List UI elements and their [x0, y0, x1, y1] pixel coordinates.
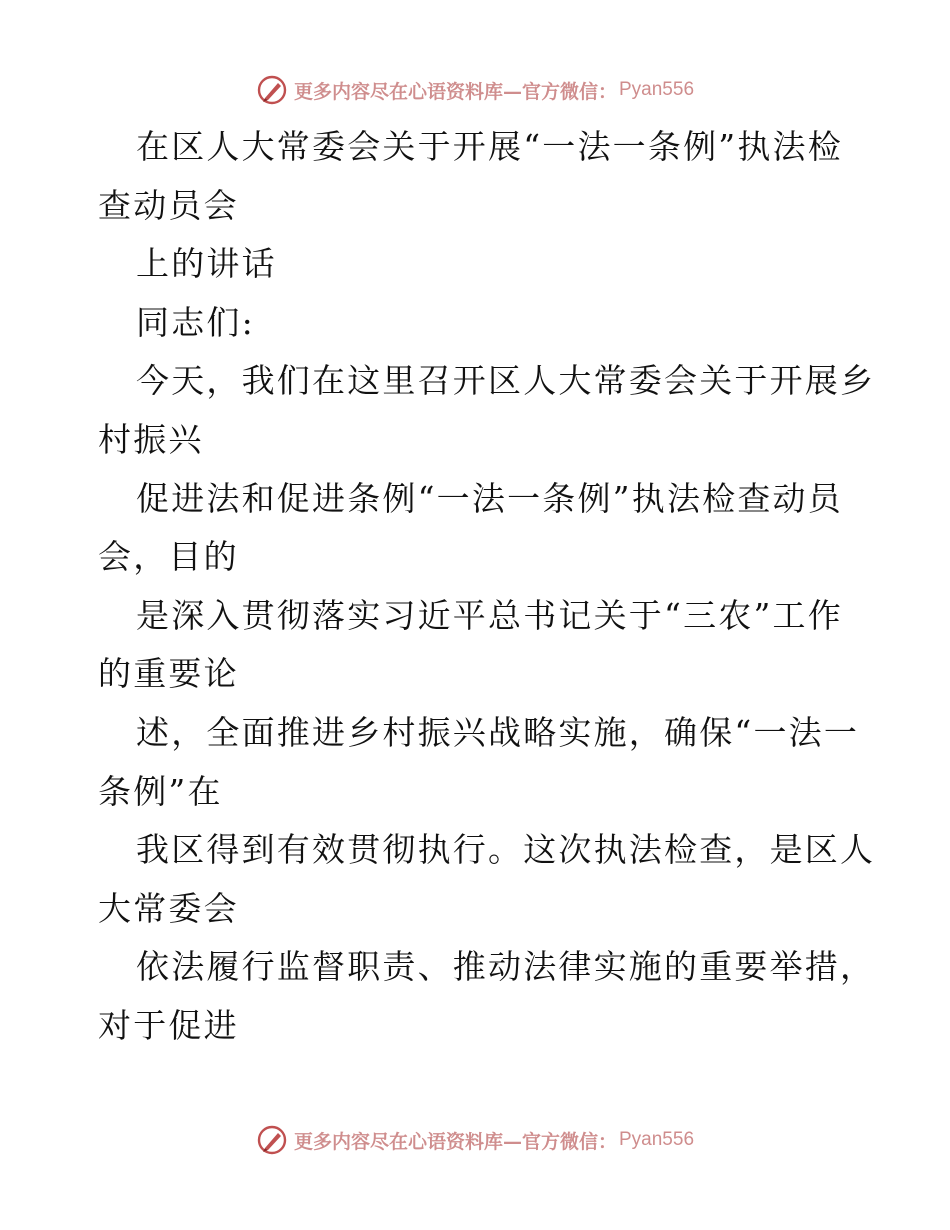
- footer-watermark: [0, 1120, 950, 1160]
- header-watermark: [0, 70, 950, 110]
- body-line: 同志们:: [136, 302, 255, 342]
- pen-logo-icon: [256, 74, 288, 106]
- pen-logo-icon: [256, 1124, 288, 1156]
- body-line: 今天，我们在这里召开区人大常委会关于开展乡: [136, 361, 876, 401]
- document-body: [98, 118, 876, 1056]
- body-line: 上的讲话: [136, 244, 277, 284]
- body-line: 述，全面推进乡村振兴战略实施，确保“一法一: [136, 712, 860, 752]
- body-line: 在区人大常委会关于开展“一法一条例”执法检: [136, 127, 843, 166]
- body-line: 村振兴: [98, 419, 204, 459]
- watermark-text: 更多内容尽在心语资料库—官方微信：: [293, 80, 617, 103]
- watermark-id: Pyan556: [619, 79, 695, 100]
- body-line: 会，目的: [98, 537, 239, 577]
- body-line: 对于促进: [98, 1005, 239, 1045]
- body-line: 我区得到有效贯彻执行。这次执法检查，是区人: [136, 830, 876, 870]
- body-line: 是深入贯彻落实习近平总书记关于“三农”工作: [136, 595, 843, 635]
- watermark-id: Pyan556: [619, 1129, 695, 1150]
- watermark-text: 更多内容尽在心语资料库—官方微信：: [293, 1130, 617, 1153]
- body-line: 大常委会: [98, 888, 239, 928]
- body-line: 的重要论: [98, 654, 239, 694]
- body-line: 条例”在: [98, 771, 223, 811]
- body-line: 查动员会: [98, 185, 239, 225]
- body-line: 依法履行监督职责、推动法律实施的重要举措，: [136, 947, 876, 987]
- body-line: 促进法和促进条例“一法一条例”执法检查动员: [136, 478, 843, 518]
